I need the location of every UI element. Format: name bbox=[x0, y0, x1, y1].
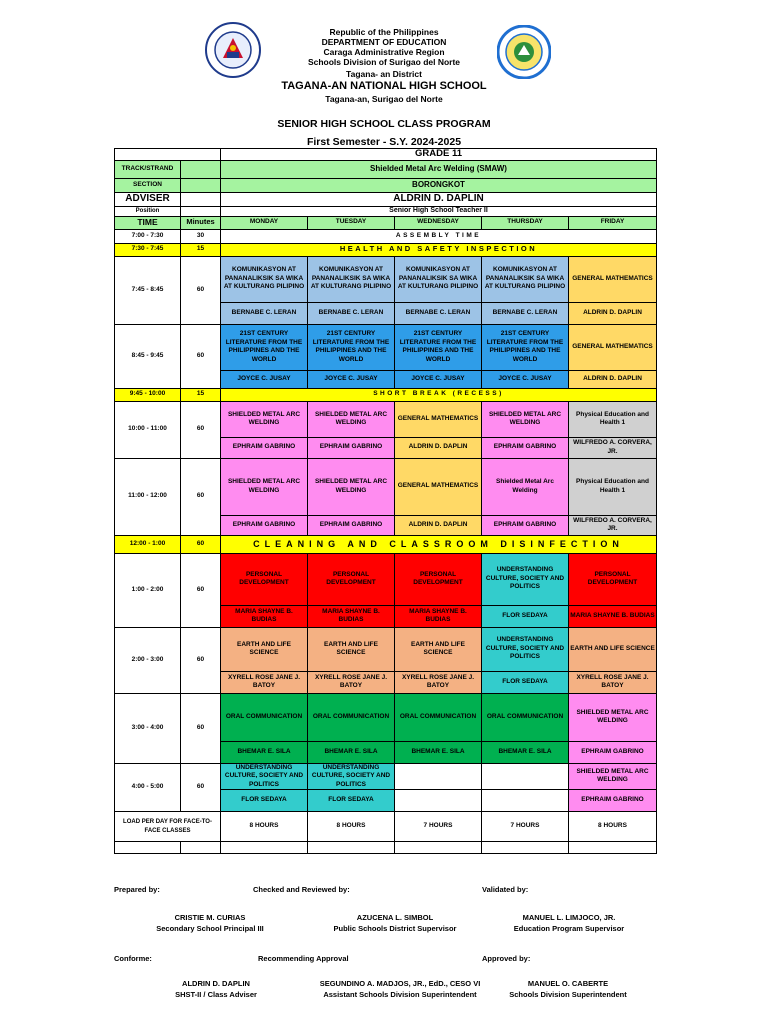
subject-cell: GENERAL MATHEMATICS bbox=[395, 458, 482, 515]
teacher-cell: JOYCE C. JUSAY bbox=[221, 370, 308, 388]
teacher-cell: MARIA SHAYNE B. BUDIAS bbox=[395, 605, 482, 627]
adviser-label: ADVISER bbox=[115, 193, 181, 207]
header-line-district: Tagana- an District bbox=[346, 69, 422, 79]
blank-cell bbox=[181, 161, 221, 179]
position-value: Senior High School Teacher II bbox=[221, 207, 657, 217]
subject-cell bbox=[482, 763, 569, 790]
teacher-cell: FLOR SEDAYA bbox=[482, 671, 569, 693]
subject-cell: UNDERSTANDING CULTURE, SOCIETY AND POLITICS bbox=[308, 763, 395, 790]
subject-cell: UNDERSTANDING CULTURE, SOCIETY AND POLITICS bbox=[482, 627, 569, 671]
prepared-by-title: Secondary School Principal III bbox=[156, 924, 264, 933]
minutes-cell: 60 bbox=[181, 627, 221, 693]
blank-cell bbox=[308, 842, 395, 854]
recommending-approval-label: Recommending Approval bbox=[258, 954, 349, 963]
subject-cell: SHIELDED METAL ARC WELDING bbox=[221, 401, 308, 437]
track-value: Shielded Metal Arc Welding (SMAW) bbox=[221, 161, 657, 179]
minutes-header: Minutes bbox=[181, 216, 221, 229]
teacher-cell: EPHRAIM GABRINO bbox=[569, 741, 657, 763]
subject-cell: PERSONAL DEVELOPMENT bbox=[221, 553, 308, 605]
class-schedule-table bbox=[114, 148, 657, 854]
validated-by-label: Validated by: bbox=[482, 885, 529, 894]
subject-cell: SHIELDED METAL ARC WELDING bbox=[482, 401, 569, 437]
time-cell: 1:00 - 2:00 bbox=[115, 553, 181, 627]
teacher-cell: MARIA SHAYNE B. BUDIAS bbox=[221, 605, 308, 627]
blank-cell bbox=[115, 842, 181, 854]
subject-cell bbox=[395, 763, 482, 790]
time-header: TIME bbox=[115, 216, 181, 229]
teacher-cell bbox=[482, 790, 569, 812]
checked-by-label: Checked and Reviewed by: bbox=[253, 885, 350, 894]
load-label: LOAD PER DAY FOR FACE-TO-FACE CLASSES bbox=[115, 812, 221, 842]
subject-cell: 21ST CENTURY LITERATURE FROM THE PHILIPPINES AND THE WORLD bbox=[308, 324, 395, 370]
validated-by-name: MANUEL L. LIMJOCO, JR. bbox=[522, 913, 616, 922]
blank-cell bbox=[181, 842, 221, 854]
subject-cell: KOMUNIKASYON AT PANANALIKSIK SA WIKA AT KULTURANG PILIPINO bbox=[308, 256, 395, 302]
approved-by-label: Approved by: bbox=[482, 954, 531, 963]
subject-cell: SHIELDED METAL ARC WELDING bbox=[221, 458, 308, 515]
minutes-cell: 60 bbox=[181, 553, 221, 627]
cleaning-banner: CLEANING AND CLASSROOM DISINFECTION bbox=[221, 535, 657, 553]
teacher-cell: JOYCE C. JUSAY bbox=[395, 370, 482, 388]
day-header-wednesday: WEDNESDAY bbox=[395, 216, 482, 229]
conforme-name: ALDRIN D. DAPLIN bbox=[182, 979, 250, 988]
time-cell: 7:00 - 7:30 bbox=[115, 229, 181, 243]
teacher-cell: BHEMAR E. SILA bbox=[395, 741, 482, 763]
day-header-tuesday: TUESDAY bbox=[308, 216, 395, 229]
header-line-division: Schools Division of Surigao del Norte bbox=[307, 57, 461, 67]
track-label: TRACK/STRAND bbox=[115, 161, 181, 179]
teacher-cell: BERNABE C. LERAN bbox=[482, 302, 569, 324]
subject-cell: SHIELDED METAL ARC WELDING bbox=[569, 693, 657, 741]
subject-cell: GENERAL MATHEMATICS bbox=[569, 256, 657, 302]
teacher-cell: XYRELL ROSE JANE J. BATOY bbox=[221, 671, 308, 693]
time-cell: 7:45 - 8:45 bbox=[115, 256, 181, 324]
section-value: BORONGKOT bbox=[221, 179, 657, 193]
subject-cell: EARTH AND LIFE SCIENCE bbox=[308, 627, 395, 671]
minutes-cell: 15 bbox=[181, 243, 221, 256]
blank-cell bbox=[181, 207, 221, 217]
header-line-region: Caraga Administrative Region bbox=[323, 47, 445, 57]
load-cell: 8 HOURS bbox=[308, 812, 395, 842]
short-break-banner: SHORT BREAK (RECESS) bbox=[221, 388, 657, 401]
school-address: Tagana-an, Surigao del Norte bbox=[325, 94, 443, 104]
teacher-cell: EPHRAIM GABRINO bbox=[482, 515, 569, 535]
subject-cell: Physical Education and Health 1 bbox=[569, 401, 657, 437]
time-cell: 9:45 - 10:00 bbox=[115, 388, 181, 401]
subject-cell: PERSONAL DEVELOPMENT bbox=[395, 553, 482, 605]
teacher-cell: EPHRAIM GABRINO bbox=[221, 515, 308, 535]
subject-cell: EARTH AND LIFE SCIENCE bbox=[221, 627, 308, 671]
blank-cell bbox=[221, 842, 308, 854]
teacher-cell: XYRELL ROSE JANE J. BATOY bbox=[395, 671, 482, 693]
subject-cell: 21ST CENTURY LITERATURE FROM THE PHILIPPINES AND THE WORLD bbox=[395, 324, 482, 370]
conforme-label: Conforme: bbox=[114, 954, 152, 963]
time-cell: 3:00 - 4:00 bbox=[115, 693, 181, 763]
teacher-cell: BHEMAR E. SILA bbox=[482, 741, 569, 763]
time-cell: 8:45 - 9:45 bbox=[115, 324, 181, 388]
subject-cell: GENERAL MATHEMATICS bbox=[395, 401, 482, 437]
time-cell: 12:00 - 1:00 bbox=[115, 535, 181, 553]
blank-cell bbox=[569, 842, 657, 854]
subject-cell: Physical Education and Health 1 bbox=[569, 458, 657, 515]
subject-cell: ORAL COMMUNICATION bbox=[221, 693, 308, 741]
teacher-cell: XYRELL ROSE JANE J. BATOY bbox=[308, 671, 395, 693]
teacher-cell: EPHRAIM GABRINO bbox=[569, 790, 657, 812]
subject-cell: 21ST CENTURY LITERATURE FROM THE PHILIPPINES AND THE WORLD bbox=[221, 324, 308, 370]
minutes-cell: 60 bbox=[181, 324, 221, 388]
time-cell: 10:00 - 11:00 bbox=[115, 401, 181, 458]
recommending-name: SEGUNDINO A. MADJOS, JR., EdD., CESO VI bbox=[319, 979, 481, 988]
subject-cell: SHIELDED METAL ARC WELDING bbox=[569, 763, 657, 790]
teacher-cell: BERNABE C. LERAN bbox=[308, 302, 395, 324]
teacher-cell: FLOR SEDAYA bbox=[482, 605, 569, 627]
minutes-cell: 30 bbox=[181, 229, 221, 243]
blank-cell bbox=[181, 179, 221, 193]
subject-cell: KOMUNIKASYON AT PANANALIKSIK SA WIKA AT KULTURANG PILIPINO bbox=[395, 256, 482, 302]
subject-cell: UNDERSTANDING CULTURE, SOCIETY AND POLITICS bbox=[482, 553, 569, 605]
time-cell: 7:30 - 7:45 bbox=[115, 243, 181, 256]
header-line-department: DEPARTMENT OF EDUCATION bbox=[321, 37, 447, 47]
teacher-cell: WILFREDO A. CORVERA, JR. bbox=[569, 437, 657, 458]
load-cell: 7 HOURS bbox=[395, 812, 482, 842]
assembly-time-banner: ASSEMBLY TIME bbox=[221, 229, 657, 243]
subject-cell: ORAL COMMUNICATION bbox=[308, 693, 395, 741]
load-cell: 7 HOURS bbox=[482, 812, 569, 842]
program-title: SENIOR HIGH SCHOOL CLASS PROGRAM bbox=[277, 118, 491, 130]
load-cell: 8 HOURS bbox=[221, 812, 308, 842]
day-header-monday: MONDAY bbox=[221, 216, 308, 229]
teacher-cell: ALDRIN D. DAPLIN bbox=[395, 515, 482, 535]
load-cell: 8 HOURS bbox=[569, 812, 657, 842]
semester-title: First Semester - S.Y. 2024-2025 bbox=[306, 136, 462, 148]
teacher-cell: FLOR SEDAYA bbox=[308, 790, 395, 812]
teacher-cell: BHEMAR E. SILA bbox=[221, 741, 308, 763]
subject-cell: ORAL COMMUNICATION bbox=[395, 693, 482, 741]
subject-cell: EARTH AND LIFE SCIENCE bbox=[569, 627, 657, 671]
approved-by-name: MANUEL O. CABERTE bbox=[527, 979, 609, 988]
subject-cell: PERSONAL DEVELOPMENT bbox=[308, 553, 395, 605]
day-header-thursday: THURSDAY bbox=[482, 216, 569, 229]
subject-cell: PERSONAL DEVELOPMENT bbox=[569, 553, 657, 605]
teacher-cell: EPHRAIM GABRINO bbox=[482, 437, 569, 458]
validated-by-title: Education Program Supervisor bbox=[513, 924, 625, 933]
subject-cell: ORAL COMMUNICATION bbox=[482, 693, 569, 741]
prepared-by-name: CRISTIE M. CURIAS bbox=[174, 913, 246, 922]
teacher-cell: FLOR SEDAYA bbox=[221, 790, 308, 812]
minutes-cell: 60 bbox=[181, 763, 221, 812]
recommending-title: Assistant Schools Division Superintendent bbox=[323, 990, 477, 999]
subject-cell: KOMUNIKASYON AT PANANALIKSIK SA WIKA AT KULTURANG PILIPINO bbox=[221, 256, 308, 302]
teacher-cell: EPHRAIM GABRINO bbox=[308, 515, 395, 535]
minutes-cell: 60 bbox=[181, 256, 221, 324]
subject-cell: GENERAL MATHEMATICS bbox=[569, 324, 657, 370]
teacher-cell: BHEMAR E. SILA bbox=[308, 741, 395, 763]
teacher-cell: ALDRIN D. DAPLIN bbox=[569, 370, 657, 388]
teacher-cell: MARIA SHAYNE B. BUDIAS bbox=[569, 605, 657, 627]
blank-cell bbox=[482, 842, 569, 854]
teacher-cell: EPHRAIM GABRINO bbox=[221, 437, 308, 458]
subject-cell: EARTH AND LIFE SCIENCE bbox=[395, 627, 482, 671]
conforme-title: SHST-II / Class Adviser bbox=[175, 990, 257, 999]
subject-cell: SHIELDED METAL ARC WELDING bbox=[308, 458, 395, 515]
teacher-cell: ALDRIN D. DAPLIN bbox=[395, 437, 482, 458]
time-cell: 2:00 - 3:00 bbox=[115, 627, 181, 693]
subject-cell: KOMUNIKASYON AT PANANALIKSIK SA WIKA AT KULTURANG PILIPINO bbox=[482, 256, 569, 302]
minutes-cell: 60 bbox=[181, 693, 221, 763]
teacher-cell: XYRELL ROSE JANE J. BATOY bbox=[569, 671, 657, 693]
blank-cell bbox=[115, 149, 221, 161]
subject-cell: Shielded Metal Arc Welding bbox=[482, 458, 569, 515]
time-cell: 11:00 - 12:00 bbox=[115, 458, 181, 535]
prepared-by-label: Prepared by: bbox=[114, 885, 160, 894]
minutes-cell: 60 bbox=[181, 535, 221, 553]
teacher-cell: JOYCE C. JUSAY bbox=[308, 370, 395, 388]
approved-by-title: Schools Division Superintendent bbox=[509, 990, 627, 999]
teacher-cell: BERNABE C. LERAN bbox=[395, 302, 482, 324]
subject-cell: SHIELDED METAL ARC WELDING bbox=[308, 401, 395, 437]
teacher-cell: ALDRIN D. DAPLIN bbox=[569, 302, 657, 324]
minutes-cell: 15 bbox=[181, 388, 221, 401]
checked-by-title: Public Schools District Supervisor bbox=[333, 924, 457, 933]
teacher-cell: MARIA SHAYNE B. BUDIAS bbox=[308, 605, 395, 627]
time-cell: 4:00 - 5:00 bbox=[115, 763, 181, 812]
checked-by-name: AZUCENA L. SIMBOL bbox=[356, 913, 434, 922]
subject-cell: 21ST CENTURY LITERATURE FROM THE PHILIPPINES AND THE WORLD bbox=[482, 324, 569, 370]
teacher-cell: EPHRAIM GABRINO bbox=[308, 437, 395, 458]
school-name: TAGANA-AN NATIONAL HIGH SCHOOL bbox=[281, 80, 487, 92]
health-inspection-banner: HEALTH AND SAFETY INSPECTION bbox=[221, 243, 657, 256]
blank-cell bbox=[395, 842, 482, 854]
teacher-cell: BERNABE C. LERAN bbox=[221, 302, 308, 324]
teacher-cell: WILFREDO A. CORVERA, JR. bbox=[569, 515, 657, 535]
header-line-republic: Republic of the Philippines bbox=[329, 27, 439, 37]
day-header-friday: FRIDAY bbox=[569, 216, 657, 229]
position-label: Position bbox=[115, 207, 181, 217]
subject-cell: UNDERSTANDING CULTURE, SOCIETY AND POLITICS bbox=[221, 763, 308, 790]
minutes-cell: 60 bbox=[181, 458, 221, 535]
blank-cell bbox=[181, 193, 221, 207]
minutes-cell: 60 bbox=[181, 401, 221, 458]
grade-label: GRADE 11 bbox=[221, 149, 657, 161]
teacher-cell: JOYCE C. JUSAY bbox=[482, 370, 569, 388]
section-label: SECTION bbox=[115, 179, 181, 193]
teacher-cell bbox=[395, 790, 482, 812]
adviser-value: ALDRIN D. DAPLIN bbox=[221, 193, 657, 207]
